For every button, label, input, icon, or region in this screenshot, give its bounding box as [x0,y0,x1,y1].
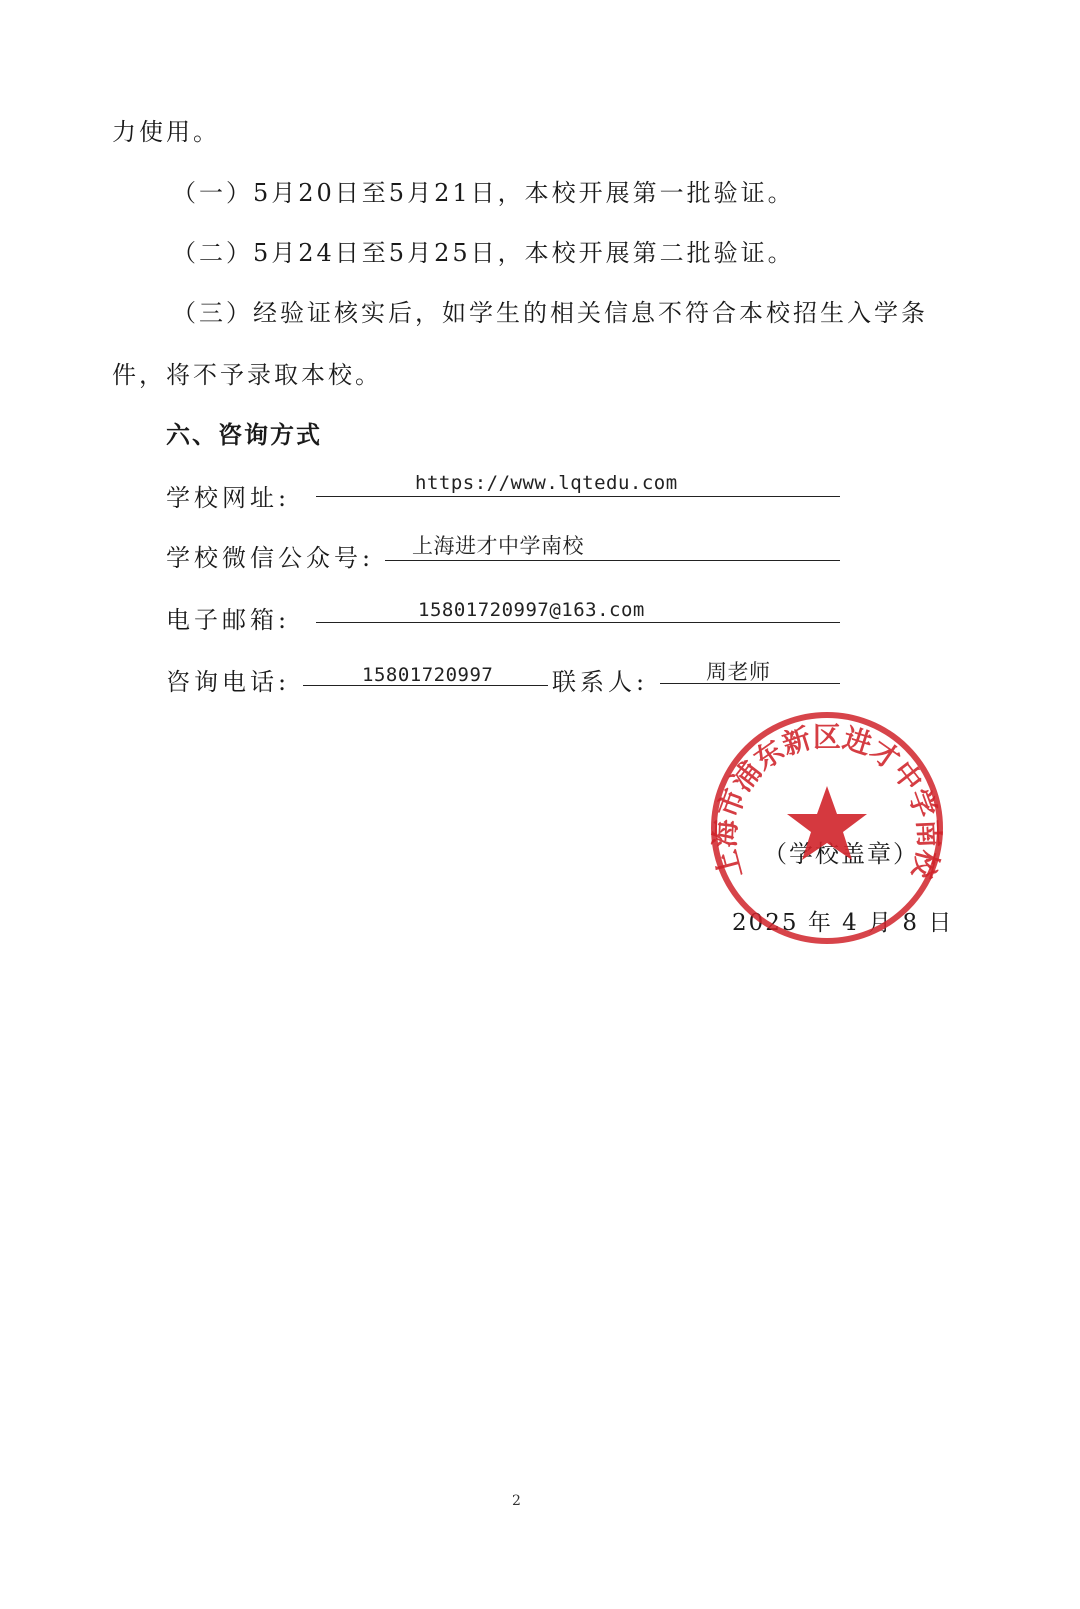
seal-text: 上海市浦东新区进才中学南校 [708,720,946,882]
email-value: 15801720997@163.com [418,599,645,621]
stamp-label: （学校盖章） [763,840,919,868]
section-heading: 六、咨询方式 [166,421,322,449]
contact-person-label: 联系人: [552,668,649,696]
email-label: 电子邮箱: [166,606,291,634]
website-value: https://www.lqtedu.com [415,472,678,494]
wechat-label: 学校微信公众号: [166,544,375,572]
email-underline [316,622,840,623]
body-line-2: （一）5月20日至5月21日，本校开展第一批验证。 [172,179,795,207]
issue-date: 2025 年 4 月 8 日 [732,910,954,936]
wechat-underline [385,560,840,561]
star-icon [787,786,867,860]
body-line-4: （三）经验证核实后，如学生的相关信息不符合本校招生入学条 [172,299,928,327]
phone-label: 咨询电话: [166,668,291,696]
website-label: 学校网址: [166,484,291,512]
website-underline [316,496,840,497]
official-seal [707,708,947,948]
phone-value: 15801720997 [362,664,494,686]
page-number: 2 [512,1493,521,1509]
contact-person-value: 周老师 [706,660,771,684]
body-line-5: 件，将不予录取本校。 [112,361,382,389]
body-line-3: （二）5月24日至5月25日，本校开展第二批验证。 [172,239,795,267]
body-line-1: 力使用。 [112,118,220,146]
wechat-value: 上海进才中学南校 [412,534,584,558]
